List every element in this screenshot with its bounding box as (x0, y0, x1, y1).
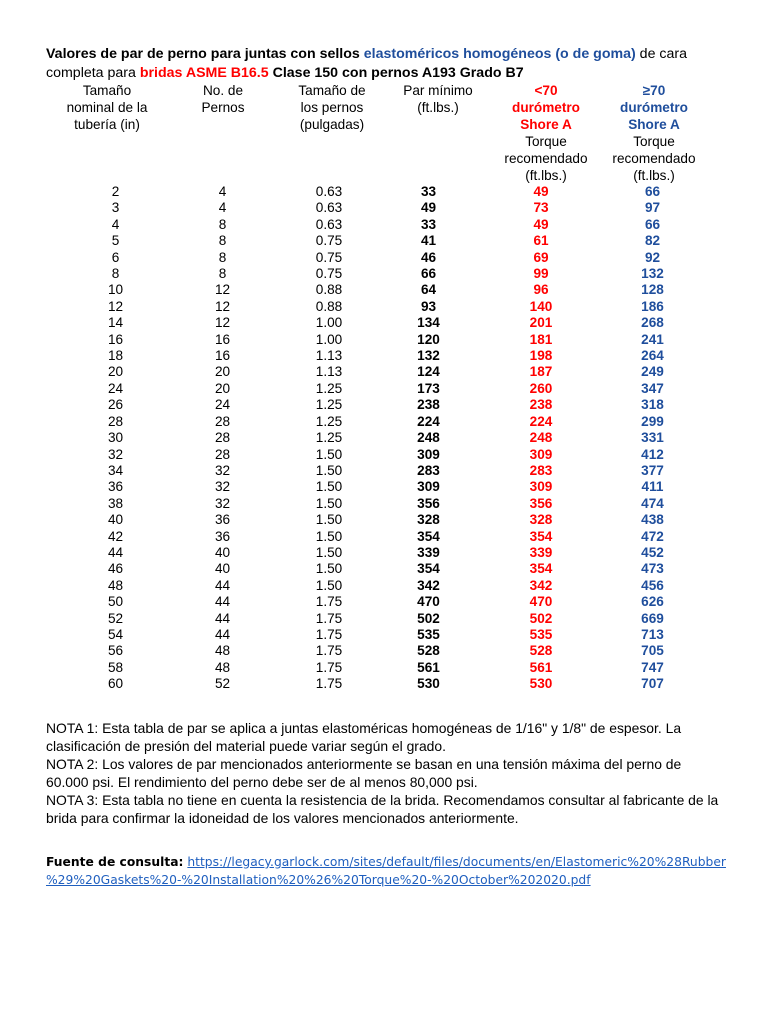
under-70-torque-cell: 99 (533, 266, 549, 282)
bolt-size-cell: 1.75 (315, 659, 343, 675)
under-70-torque-cell: 528 (529, 643, 553, 659)
over-70-torque-cell: 456 (641, 577, 664, 593)
header-line: No. de (202, 83, 244, 98)
table-row (70, 496, 706, 512)
bolt-size-cell: 1.25 (315, 430, 343, 446)
bolt-count-cell: 8 (218, 233, 227, 249)
bolt-count-cell: 36 (214, 512, 231, 528)
nominal-size-cell: 3 (111, 200, 120, 216)
bolt-size-cell: 1.50 (315, 446, 343, 462)
under-70-torque-cell: 187 (529, 364, 553, 380)
bolt-count-cell: 32 (214, 462, 231, 478)
bolt-count-cell: 28 (214, 446, 231, 462)
over-70-torque-cell: 626 (641, 594, 664, 610)
bolt-size-cell: 1.00 (315, 331, 343, 347)
nominal-size-cell: 6 (111, 249, 120, 265)
header-line: tubería (in) (74, 117, 140, 132)
over-70-torque-cell: 707 (641, 676, 664, 692)
under-70-torque-cell: 61 (533, 233, 549, 249)
table-row (70, 676, 706, 692)
table-row (70, 315, 706, 331)
bolt-size-cell: 0.63 (315, 184, 343, 199)
header-line: Par mínimo (403, 83, 473, 98)
bolt-size-cell: 0.63 (315, 216, 343, 232)
nominal-size-cell: 58 (107, 659, 124, 675)
over-70-torque-cell: 97 (644, 200, 661, 216)
table-row (70, 233, 706, 249)
table-row (70, 479, 706, 495)
over-70-torque-cell: 713 (641, 626, 664, 642)
nominal-size-cell: 18 (107, 348, 124, 364)
min-torque-cell: 309 (417, 479, 440, 495)
bolt-size-cell: 1.50 (315, 495, 343, 511)
min-torque-cell: 309 (417, 446, 440, 462)
table-row (70, 364, 706, 380)
min-torque-cell: 502 (417, 610, 440, 626)
header-line: <70 (534, 83, 558, 98)
nominal-size-cell: 26 (107, 397, 124, 413)
table-row (70, 611, 706, 627)
under-70-torque-cell: 73 (533, 200, 549, 216)
nominal-size-cell: 54 (107, 626, 124, 642)
source-label: Fuente de consulta: (46, 855, 184, 869)
header-line: (ft.lbs.) (633, 168, 675, 183)
under-70-torque-cell: 309 (529, 446, 553, 462)
header-over-70-torque (600, 82, 708, 184)
table-row (70, 529, 706, 545)
header-line: ≥70 (642, 83, 666, 98)
bolt-count-cell: 40 (214, 544, 231, 560)
under-70-torque-cell: 354 (529, 528, 553, 544)
under-70-torque-cell: 561 (529, 659, 553, 675)
bolt-count-cell: 44 (214, 610, 231, 626)
over-70-torque-cell: 347 (641, 380, 664, 396)
under-70-torque-cell: 96 (533, 282, 549, 298)
bolt-size-cell: 1.13 (315, 348, 343, 364)
bolt-size-cell: 1.50 (315, 479, 343, 495)
bolt-count-cell: 44 (214, 577, 231, 593)
nominal-size-cell: 20 (107, 364, 124, 380)
header-bolt-size (282, 82, 382, 133)
under-70-torque-cell: 470 (529, 594, 553, 610)
over-70-torque-cell: 412 (641, 446, 664, 462)
under-70-torque-cell: 140 (529, 298, 553, 314)
table-row (70, 561, 706, 577)
under-70-torque-cell: 224 (529, 413, 553, 429)
min-torque-cell: 93 (420, 298, 437, 314)
nominal-size-cell: 42 (107, 528, 124, 544)
over-70-torque-cell: 452 (641, 544, 664, 560)
over-70-torque-cell: 186 (641, 298, 664, 314)
min-torque-cell: 535 (417, 626, 440, 642)
nominal-size-cell: 40 (107, 512, 124, 528)
source-link[interactable]: https://legacy.garlock.com/sites/default/files/documents/en/Elastomeric%20%28Rubber %29%20Gaskets%20-%20Installation%20%26%20Torque%20-%20October%202020.pdf (46, 855, 726, 887)
header-line: Torque (633, 134, 675, 149)
header-line: nominal de la (66, 100, 148, 115)
min-torque-cell: 46 (420, 249, 437, 265)
over-70-torque-cell: 92 (644, 249, 661, 265)
nominal-size-cell: 52 (107, 610, 124, 626)
bolt-size-cell: 0.75 (315, 249, 343, 265)
bolt-size-cell: 1.13 (315, 364, 343, 380)
table-row (70, 282, 706, 298)
bolt-count-cell: 24 (214, 397, 231, 413)
min-torque-cell: 64 (420, 282, 437, 298)
header-line: Pernos (201, 100, 245, 115)
min-torque-cell: 132 (417, 348, 440, 364)
nominal-size-cell: 4 (111, 216, 120, 232)
over-70-torque-cell: 474 (641, 495, 664, 511)
min-torque-cell: 339 (417, 544, 440, 560)
min-torque-cell: 238 (417, 397, 440, 413)
table-row (70, 643, 706, 659)
header-line: recomendado (612, 151, 696, 166)
over-70-torque-cell: 473 (641, 561, 664, 577)
bolt-count-cell: 20 (214, 364, 231, 380)
table-row (70, 184, 706, 200)
under-70-torque-cell: 502 (529, 610, 553, 626)
nominal-size-cell: 44 (107, 544, 124, 560)
under-70-torque-cell: 535 (529, 626, 553, 642)
over-70-torque-cell: 132 (641, 266, 664, 282)
bolt-count-cell: 32 (214, 479, 231, 495)
bolt-size-cell: 1.75 (315, 626, 343, 642)
bolt-count-cell: 44 (214, 626, 231, 642)
under-70-torque-cell: 181 (529, 331, 553, 347)
bolt-count-cell: 12 (214, 298, 231, 314)
nominal-size-cell: 16 (107, 331, 124, 347)
table-row (70, 332, 706, 348)
header-under-70-torque (492, 82, 600, 184)
table-row (70, 250, 706, 266)
nominal-size-cell: 28 (107, 413, 124, 429)
min-torque-cell: 528 (417, 643, 440, 659)
over-70-torque-cell: 241 (641, 331, 664, 347)
over-70-torque-cell: 66 (644, 184, 661, 199)
bolt-size-cell: 1.25 (315, 397, 343, 413)
bolt-count-cell: 20 (214, 380, 231, 396)
bolt-size-cell: 0.88 (315, 282, 343, 298)
over-70-torque-cell: 264 (641, 348, 664, 364)
title-part-5: Clase 150 con pernos A193 Grado B7 (268, 65, 524, 81)
header-line: Tamaño (82, 83, 132, 98)
bolt-count-cell: 16 (214, 348, 231, 364)
over-70-torque-cell: 331 (641, 430, 664, 446)
under-70-torque-cell: 530 (529, 676, 553, 692)
table-row (70, 414, 706, 430)
header-line: Tamaño de (298, 83, 366, 98)
bolt-count-cell: 48 (214, 643, 231, 659)
bolt-count-cell: 16 (214, 331, 231, 347)
table-row (70, 545, 706, 561)
header-line: (ft.lbs.) (417, 100, 459, 115)
table-row (70, 430, 706, 446)
header-line: Torque (525, 134, 567, 149)
bolt-size-cell: 0.75 (315, 233, 343, 249)
table-row (70, 594, 706, 610)
nominal-size-cell: 32 (107, 446, 124, 462)
over-70-torque-cell: 82 (644, 233, 661, 249)
bolt-count-cell: 4 (218, 184, 227, 199)
nominal-size-cell: 2 (111, 184, 120, 199)
bolt-size-cell: 1.75 (315, 610, 343, 626)
bolt-size-cell: 0.88 (315, 298, 343, 314)
over-70-torque-cell: 249 (641, 364, 664, 380)
over-70-torque-cell: 318 (641, 397, 664, 413)
bolt-size-cell: 1.50 (315, 561, 343, 577)
bolt-count-cell: 48 (214, 659, 231, 675)
min-torque-cell: 134 (417, 315, 440, 331)
bolt-count-cell: 32 (214, 495, 231, 511)
under-70-torque-cell: 328 (529, 512, 553, 528)
note-3: NOTA 3: Esta tabla no tiene en cuenta la resistencia de la brida. Recomendamos consultar al fabricante de la brida para confirmar la idoneidad de los valores mencionados anteriormente. (46, 792, 719, 826)
bolt-size-cell: 0.63 (315, 200, 343, 216)
over-70-torque-cell: 268 (641, 315, 664, 331)
torque-table-body (70, 184, 706, 693)
under-70-torque-cell: 283 (529, 462, 553, 478)
header-min-torque (388, 82, 488, 116)
title-part-4: bridas ASME B16.5 (139, 65, 269, 81)
table-row (70, 348, 706, 364)
bolt-count-cell: 36 (214, 528, 231, 544)
table-row (70, 627, 706, 643)
under-70-torque-cell: 354 (529, 561, 553, 577)
nominal-size-cell: 38 (107, 495, 124, 511)
min-torque-cell: 49 (420, 200, 437, 216)
header-line: Shore A (520, 117, 572, 132)
table-row (70, 463, 706, 479)
bolt-count-cell: 12 (214, 315, 231, 331)
table-row (70, 217, 706, 233)
under-70-torque-cell: 198 (529, 348, 553, 364)
header-line: recomendado (504, 151, 588, 166)
over-70-torque-cell: 377 (641, 462, 664, 478)
table-row (70, 299, 706, 315)
bolt-size-cell: 1.75 (315, 594, 343, 610)
under-70-torque-cell: 49 (533, 216, 549, 232)
min-torque-cell: 328 (417, 512, 440, 528)
table-row (70, 512, 706, 528)
nominal-size-cell: 14 (107, 315, 124, 331)
bolt-count-cell: 28 (214, 413, 231, 429)
over-70-torque-cell: 472 (641, 528, 664, 544)
min-torque-cell: 33 (420, 216, 437, 232)
table-row (70, 660, 706, 676)
min-torque-cell: 33 (420, 184, 437, 199)
bolt-size-cell: 1.50 (315, 512, 343, 528)
header-line: durómetro (512, 100, 580, 115)
bolt-size-cell: 1.75 (315, 643, 343, 659)
over-70-torque-cell: 299 (641, 413, 664, 429)
document-title (46, 45, 736, 83)
nominal-size-cell: 46 (107, 561, 124, 577)
header-line: Shore A (628, 117, 680, 132)
note-2: NOTA 2: Los valores de par mencionados anteriormente se basan en una tensión máxima del perno de 60.000 psi. El rendimiento del perno debe ser de al menos 80,000 psi. (46, 756, 682, 790)
min-torque-cell: 530 (417, 676, 440, 692)
over-70-torque-cell: 438 (641, 512, 664, 528)
table-row (70, 381, 706, 397)
over-70-torque-cell: 128 (641, 282, 664, 298)
title-part-1: Valores de par de perno para juntas con sellos (46, 46, 364, 62)
bolt-count-cell: 4 (218, 200, 227, 216)
table-row (70, 447, 706, 463)
bolt-count-cell: 52 (214, 676, 231, 692)
nominal-size-cell: 50 (107, 594, 124, 610)
table-row (70, 397, 706, 413)
bolt-size-cell: 1.00 (315, 315, 343, 331)
table-row (70, 266, 706, 282)
under-70-torque-cell: 248 (529, 430, 553, 446)
min-torque-cell: 124 (417, 364, 440, 380)
table-row (70, 578, 706, 594)
table-row (70, 200, 706, 216)
under-70-torque-cell: 309 (529, 479, 553, 495)
over-70-torque-cell: 705 (641, 643, 664, 659)
nominal-size-cell: 30 (107, 430, 124, 446)
min-torque-cell: 224 (417, 413, 440, 429)
under-70-torque-cell: 69 (533, 249, 549, 265)
header-line: (ft.lbs.) (525, 168, 567, 183)
under-70-torque-cell: 238 (529, 397, 553, 413)
title-part-3: de cara completa para (46, 46, 687, 81)
bolt-count-cell: 8 (218, 266, 227, 282)
under-70-torque-cell: 49 (533, 184, 549, 199)
under-70-torque-cell: 339 (529, 544, 553, 560)
nominal-size-cell: 8 (111, 266, 120, 282)
over-70-torque-cell: 747 (641, 659, 664, 675)
bolt-count-cell: 40 (214, 561, 231, 577)
min-torque-cell: 283 (417, 462, 440, 478)
nominal-size-cell: 34 (107, 462, 124, 478)
nominal-size-cell: 56 (107, 643, 124, 659)
min-torque-cell: 66 (420, 266, 437, 282)
min-torque-cell: 354 (417, 528, 440, 544)
min-torque-cell: 356 (417, 495, 440, 511)
under-70-torque-cell: 201 (529, 315, 553, 331)
note-1: NOTA 1: Esta tabla de par se aplica a juntas elastoméricas homogéneas de 1/16" y 1/8" de espesor. La clasificación de presión del material puede variar según el grado. (46, 720, 682, 754)
min-torque-cell: 470 (417, 594, 440, 610)
nominal-size-cell: 24 (107, 380, 124, 396)
bolt-size-cell: 1.25 (315, 413, 343, 429)
min-torque-cell: 248 (417, 430, 440, 446)
bolt-size-cell: 1.50 (315, 528, 343, 544)
bolt-size-cell: 1.75 (315, 676, 343, 692)
over-70-torque-cell: 669 (641, 610, 664, 626)
notes-section (46, 719, 722, 827)
min-torque-cell: 354 (417, 561, 440, 577)
over-70-torque-cell: 66 (644, 216, 661, 232)
nominal-size-cell: 10 (107, 282, 124, 298)
torque-table (70, 184, 706, 693)
nominal-size-cell: 5 (111, 233, 120, 249)
under-70-torque-cell: 342 (529, 577, 553, 593)
min-torque-cell: 120 (417, 331, 440, 347)
header-nominal-size (52, 82, 162, 133)
bolt-size-cell: 1.50 (315, 544, 343, 560)
min-torque-cell: 173 (417, 380, 440, 396)
nominal-size-cell: 48 (107, 577, 124, 593)
header-line: durómetro (620, 100, 688, 115)
nominal-size-cell: 60 (107, 676, 124, 692)
source-reference (46, 853, 726, 889)
bolt-count-cell: 44 (214, 594, 231, 610)
nominal-size-cell: 12 (107, 298, 124, 314)
min-torque-cell: 561 (417, 659, 440, 675)
bolt-size-cell: 1.25 (315, 380, 343, 396)
under-70-torque-cell: 356 (529, 495, 553, 511)
header-line: los pernos (300, 100, 364, 115)
under-70-torque-cell: 260 (529, 380, 553, 396)
header-line: (pulgadas) (299, 117, 365, 132)
bolt-count-cell: 8 (218, 249, 227, 265)
bolt-count-cell: 28 (214, 430, 231, 446)
min-torque-cell: 41 (420, 233, 437, 249)
bolt-count-cell: 8 (218, 216, 227, 232)
nominal-size-cell: 36 (107, 479, 124, 495)
title-part-2: elastoméricos homogéneos (o de goma) (363, 46, 636, 62)
header-bolt-count (178, 82, 268, 116)
bolt-count-cell: 12 (214, 282, 231, 298)
bolt-size-cell: 1.50 (315, 462, 343, 478)
bolt-size-cell: 1.50 (315, 577, 343, 593)
over-70-torque-cell: 411 (641, 479, 664, 495)
bolt-size-cell: 0.75 (315, 266, 343, 282)
min-torque-cell: 342 (417, 577, 440, 593)
